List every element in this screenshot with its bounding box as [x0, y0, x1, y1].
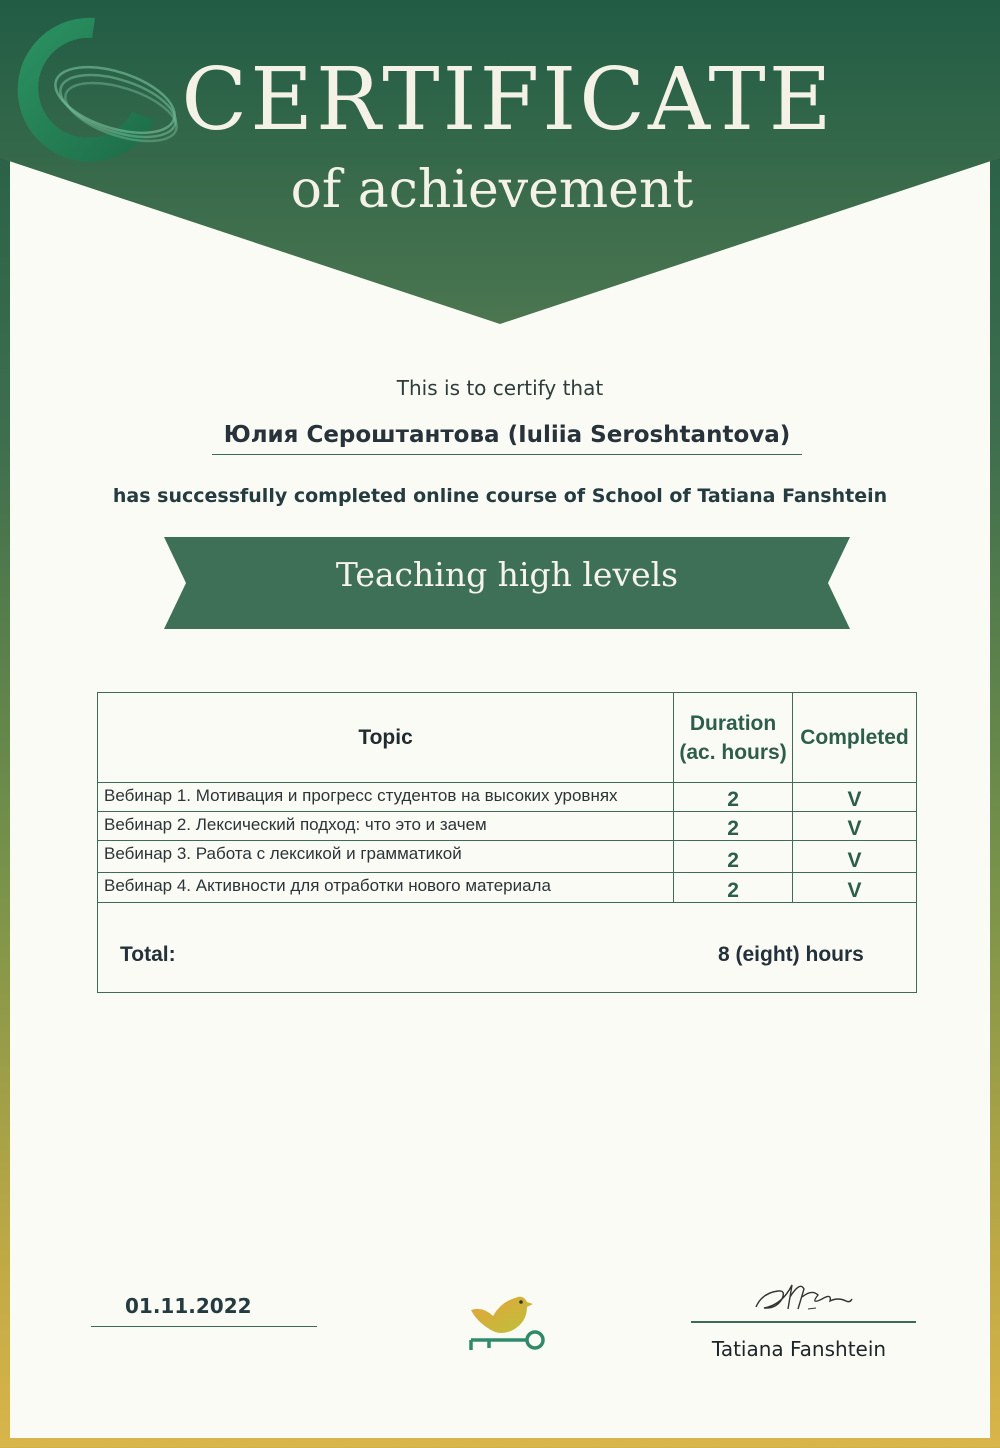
completed-cell: V — [793, 812, 917, 841]
duration-header-line1: Duration — [689, 711, 777, 735]
duration-header — [674, 693, 793, 783]
duration-cell: 2 — [674, 841, 793, 873]
topic-header: Topic — [98, 693, 674, 783]
table-row — [98, 812, 917, 841]
duration-header-line2: (ac. hours) — [679, 740, 787, 764]
signer-name: Tatiana Fanshtein — [711, 1337, 887, 1361]
certificate-title: CERTIFICATE — [181, 50, 835, 150]
total-value: 8 (eight) hours — [718, 943, 864, 966]
duration-cell: 2 — [674, 783, 793, 812]
duration-cell: 2 — [674, 873, 793, 903]
table-row — [98, 841, 917, 873]
topic-cell: Вебинар 3. Работа с лексикой и грамматикой — [98, 841, 674, 873]
completion-statement: has successfully completed online course of School of Tatiana Fanshtein — [112, 485, 888, 507]
completed-cell: V — [793, 873, 917, 903]
topic-cell: Вебинар 2. Лексический подход: что это и зачем — [98, 812, 674, 841]
completed-cell: V — [793, 783, 917, 812]
signature-image — [752, 1275, 856, 1315]
recipient-name: Юлия Сероштантова (Iuliia Seroshtantova) — [212, 422, 802, 455]
total-row — [98, 903, 917, 993]
issue-date: 01.11.2022 — [91, 1294, 317, 1327]
table-row — [98, 873, 917, 903]
course-title: Teaching high levels — [335, 555, 679, 594]
completed-header: Completed — [793, 693, 917, 783]
topic-cell: Вебинар 1. Мотивация и прогресс студентов на высоких уровнях — [98, 783, 674, 812]
certificate-subtitle: of achievement — [290, 160, 694, 220]
completed-cell: V — [793, 841, 917, 873]
topic-cell: Вебинар 4. Активности для отработки нового материала — [98, 873, 674, 903]
certify-text: This is to certify that — [396, 376, 604, 400]
table-header-row — [98, 693, 917, 783]
duration-cell: 2 — [674, 812, 793, 841]
total-cell — [98, 903, 917, 993]
course-topics-table — [97, 692, 917, 993]
table-row — [98, 783, 917, 812]
signature-line — [691, 1321, 916, 1323]
bird-key-logo-icon — [463, 1288, 547, 1360]
total-label: Total: — [120, 943, 176, 966]
